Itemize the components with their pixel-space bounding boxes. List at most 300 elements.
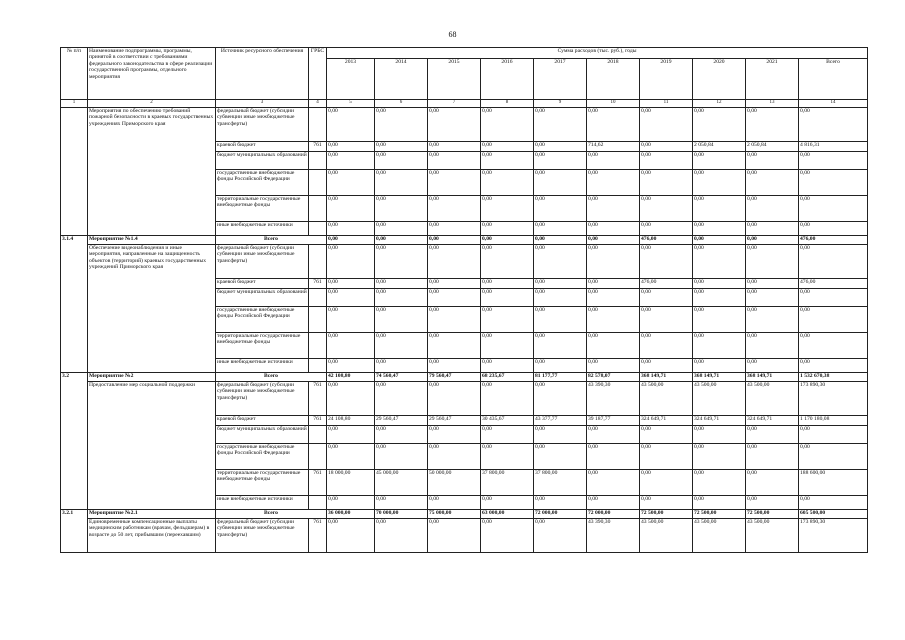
header-column-number: 2 [88,100,216,108]
cell-value: 0,00 [375,426,428,444]
row-subname: Обеспечение видеонаблюдения и иные мероприятия, направленные на защищенность объектов (территорий) краевых государственных учреждений Приморского края [88,245,216,373]
header-col-name: Наименование подпрограммы, программы, принятой в соответствии с требованиями федерального законодательства в сфере реализации государственной программы, отдельного мероприятия [88,48,216,100]
row-grbs: 761 [309,142,327,152]
row-grbs [309,426,327,444]
budget-body [61,108,868,553]
cell-value: 0,00 [534,333,587,359]
row-source: территориальные государственные внебюджетные фонды [216,196,309,222]
cell-value: 0,00 [746,289,799,307]
row-grbs: 761 [309,279,327,289]
cell-value: 0,00 [640,333,693,359]
header-year: 2013 [327,59,375,100]
cell-value: 0,00 [481,333,534,359]
cell-value: 0,00 [481,444,534,470]
cell-value: 0,00 [428,333,481,359]
header-column-number: 12 [693,100,746,108]
cell-value: 43 500,00 [640,382,693,416]
cell-value: 18 000,00 [327,470,375,496]
cell-value: 0,00 [375,359,428,373]
cell-value: 476,00 [799,279,868,289]
header-year: Всего [799,59,868,100]
cell-value: 0,00 [481,196,534,222]
cell-value: 0,00 [746,222,799,236]
header-column-number: 3 [216,100,309,108]
cell-value: 0,00 [693,289,746,307]
header-year: 2014 [375,59,428,100]
page-number: 68 [448,30,457,39]
row-total-label: Всего [216,510,327,519]
cell-value: 0,00 [587,426,640,444]
cell-value: 0,00 [534,108,587,142]
cell-value: 0,00 [746,279,799,289]
cell-value: 0,00 [799,108,868,142]
cell-value: 39 187,77 [587,416,640,426]
header-col-source: Источник ресурсного обеспечения [216,48,309,100]
cell-value: 0,00 [746,236,799,245]
cell-value: 0,00 [481,142,534,152]
row-source: краевой бюджет [216,142,309,152]
cell-value: 0,00 [799,307,868,333]
cell-value: 0,00 [799,152,868,170]
cell-value: 0,00 [587,289,640,307]
cell-value: 0,00 [327,333,375,359]
cell-value: 0,00 [481,382,534,416]
header-col-num: № п/п [61,48,88,100]
row-source: иные внебюджетные источники [216,222,309,236]
cell-value: 24 108,80 [327,416,375,426]
cell-value: 0,00 [693,245,746,279]
row-source: бюджет муниципальных образований [216,426,309,444]
cell-value: 37 800,00 [534,470,587,496]
cell-value: 0,00 [587,152,640,170]
cell-value: 368 149,71 [640,373,693,382]
cell-value: 0,00 [534,170,587,196]
cell-value: 0,00 [534,152,587,170]
cell-value: 0,00 [428,152,481,170]
cell-value: 81 177,77 [534,373,587,382]
row-grbs [309,196,327,222]
header-year: 2015 [428,59,481,100]
cell-value: 0,00 [693,496,746,510]
row-grbs [309,496,327,510]
cell-value: 0,00 [428,289,481,307]
header-column-number: 5 [327,100,375,108]
row-source: иные внебюджетные источники [216,496,309,510]
table-row [61,382,868,416]
cell-value: 0,00 [481,307,534,333]
cell-value: 476,00 [799,236,868,245]
cell-value: 0,00 [327,108,375,142]
cell-value: 0,00 [693,307,746,333]
cell-value: 0,00 [428,426,481,444]
cell-value: 0,00 [327,289,375,307]
cell-value: 0,00 [587,222,640,236]
header-column-number: 14 [799,100,868,108]
cell-value: 0,00 [799,359,868,373]
cell-value: 36 000,00 [327,510,375,519]
cell-value: 0,00 [428,108,481,142]
cell-value: 605 500,00 [799,510,868,519]
cell-value: 0,00 [746,108,799,142]
cell-value: 324 649,71 [746,416,799,426]
cell-value: 0,00 [534,307,587,333]
cell-value: 0,00 [534,289,587,307]
cell-value: 0,00 [746,426,799,444]
cell-value: 0,00 [587,108,640,142]
cell-value: 0,00 [746,444,799,470]
cell-value: 74 560,47 [375,373,428,382]
cell-value: 0,00 [799,333,868,359]
cell-value: 368 149,71 [693,373,746,382]
cell-value: 0,00 [799,222,868,236]
row-source: государственные внебюджетные фонды Российской Федерации [216,444,309,470]
cell-value: 0,00 [693,152,746,170]
cell-value: 0,00 [481,236,534,245]
row-source: федеральный бюджет (субсидии субвенции иные межбюджетные трансферты) [216,108,309,142]
cell-value: 0,00 [481,152,534,170]
cell-value: 0,00 [640,245,693,279]
cell-value: 0,00 [375,519,428,553]
header-column-number: 8 [481,100,534,108]
row-name: Мероприятие №1.4 [88,236,216,245]
cell-value: 0,00 [327,426,375,444]
cell-value: 0,00 [693,196,746,222]
row-grbs [309,245,327,279]
cell-value: 72 500,00 [640,510,693,519]
row-source: иные внебюджетные источники [216,359,309,373]
cell-value: 4 816,31 [799,142,868,152]
cell-value: 476,00 [640,279,693,289]
cell-value: 0,00 [587,359,640,373]
cell-value: 0,00 [746,152,799,170]
cell-value: 0,00 [746,170,799,196]
cell-value: 0,00 [534,426,587,444]
cell-value: 0,00 [746,470,799,496]
header-column-number: 6 [375,100,428,108]
cell-value: 82 578,07 [587,373,640,382]
cell-value: 0,00 [746,245,799,279]
cell-value: 0,00 [481,289,534,307]
row-grbs [309,289,327,307]
cell-value: 476,00 [640,236,693,245]
cell-value: 0,00 [587,236,640,245]
cell-value: 0,00 [640,170,693,196]
row-grbs [309,222,327,236]
cell-value: 0,00 [640,142,693,152]
header-year: 2017 [534,59,587,100]
row-source: территориальные государственные внебюджетные фонды [216,470,309,496]
cell-value: 0,00 [481,426,534,444]
cell-value: 0,00 [693,236,746,245]
cell-value: 0,00 [799,444,868,470]
header-col-grbs: ГРБС [309,48,327,100]
cell-value: 0,00 [693,333,746,359]
cell-value: 0,00 [534,382,587,416]
cell-value: 0,00 [375,108,428,142]
cell-value: 0,00 [746,496,799,510]
row-total-label: Всего [216,373,327,382]
cell-value: 368 149,71 [746,373,799,382]
table-row-total [61,373,868,382]
cell-value: 0,00 [327,152,375,170]
cell-value: 43 500,00 [746,382,799,416]
header-column-number: 11 [640,100,693,108]
cell-value: 0,00 [799,196,868,222]
cell-value: 43 500,00 [640,519,693,553]
cell-value: 63 000,00 [481,510,534,519]
row-source: государственные внебюджетные фонды Российской Федерации [216,307,309,333]
row-total-label: Всего [216,236,327,245]
cell-value: 0,00 [534,142,587,152]
row-source: бюджет муниципальных образований [216,289,309,307]
cell-value: 0,00 [799,496,868,510]
table-row-total [61,236,868,245]
cell-value: 1 532 670,38 [799,373,868,382]
cell-value: 0,00 [428,245,481,279]
row-code [61,108,88,236]
cell-value: 0,00 [375,236,428,245]
row-subname: Единовременные компенсационные выплаты медицинским работникам (врачам, фельдшерам) в возрасте до 50 лет, прибывшим (переехавшим) [88,519,216,553]
cell-value: 0,00 [693,444,746,470]
row-subname: Предоставление мер социальной поддержки [88,382,216,510]
cell-value: 0,00 [428,519,481,553]
row-grbs: 761 [309,519,327,553]
row-name: Мероприятие №2 [88,373,216,382]
budget-table [60,47,868,553]
cell-value: 42 108,80 [327,373,375,382]
cell-value: 0,00 [534,279,587,289]
row-grbs: 761 [309,470,327,496]
cell-value: 0,00 [327,236,375,245]
cell-value: 0,00 [640,222,693,236]
cell-value: 0,00 [428,307,481,333]
row-grbs [309,444,327,470]
row-source: государственные внебюджетные фонды Российской Федерации [216,170,309,196]
cell-value: 0,00 [587,196,640,222]
cell-value: 0,00 [587,444,640,470]
cell-value: 0,00 [640,108,693,142]
cell-value: 0,00 [327,245,375,279]
cell-value: 0,00 [375,170,428,196]
cell-value: 0,00 [799,245,868,279]
header-column-number: 10 [587,100,640,108]
cell-value: 37 800,00 [481,470,534,496]
cell-value: 0,00 [327,279,375,289]
cell-value: 72 000,00 [534,510,587,519]
header-column-number: 13 [746,100,799,108]
row-source: федеральный бюджет (субсидии субвенции иные межбюджетные трансферты) [216,245,309,279]
cell-value: 72 000,00 [587,510,640,519]
cell-value: 0,00 [375,382,428,416]
cell-value: 0,00 [693,279,746,289]
cell-value: 0,00 [375,152,428,170]
cell-value: 79 560,47 [428,373,481,382]
cell-value: 0,00 [693,359,746,373]
cell-value: 29 560,47 [375,416,428,426]
cell-value: 0,00 [375,496,428,510]
cell-value: 0,00 [375,142,428,152]
cell-value: 43 500,00 [746,519,799,553]
row-grbs [309,108,327,142]
header-year: 2016 [481,59,534,100]
cell-value: 1 170 180,08 [799,416,868,426]
cell-value: 50 000,00 [428,470,481,496]
cell-value: 0,00 [799,426,868,444]
cell-value: 0,00 [428,444,481,470]
row-grbs [309,333,327,359]
cell-value: 0,00 [799,289,868,307]
cell-value: 2 050,84 [693,142,746,152]
cell-value: 0,00 [746,196,799,222]
cell-value: 0,00 [428,170,481,196]
cell-value: 0,00 [640,359,693,373]
cell-value: 72 500,00 [746,510,799,519]
cell-value: 0,00 [640,470,693,496]
cell-value: 0,00 [587,245,640,279]
cell-value: 0,00 [693,108,746,142]
cell-value: 0,00 [428,279,481,289]
cell-value: 0,00 [587,307,640,333]
cell-value: 43 390,30 [587,519,640,553]
cell-value: 0,00 [640,152,693,170]
cell-value: 0,00 [375,222,428,236]
cell-value: 0,00 [327,519,375,553]
cell-value: 0,00 [587,470,640,496]
cell-value: 0,00 [428,496,481,510]
cell-value: 0,00 [481,170,534,196]
header-numbers-row [61,100,868,108]
cell-value: 0,00 [327,170,375,196]
cell-value: 0,00 [693,470,746,496]
cell-value: 0,00 [375,307,428,333]
cell-value: 0,00 [428,196,481,222]
table-row [61,519,868,553]
row-name: Мероприятия по обеспечению требований пожарной безопасности в краевых государственных учреждениях Приморского края [88,108,216,236]
cell-value: 0,00 [327,196,375,222]
cell-value: 75 000,00 [428,510,481,519]
row-grbs [309,152,327,170]
cell-value: 72 500,00 [693,510,746,519]
table-row [61,245,868,279]
row-source: бюджет муниципальных образований [216,152,309,170]
header-year: 2019 [640,59,693,100]
cell-value: 0,00 [746,333,799,359]
cell-value: 0,00 [375,196,428,222]
row-code: 3.2 [61,373,88,510]
cell-value: 0,00 [375,279,428,289]
cell-value: 0,00 [481,108,534,142]
cell-value: 0,00 [375,444,428,470]
cell-value: 0,00 [428,236,481,245]
cell-value: 0,00 [693,426,746,444]
cell-value: 0,00 [327,444,375,470]
cell-value: 0,00 [534,496,587,510]
cell-value: 0,00 [640,426,693,444]
cell-value: 0,00 [481,359,534,373]
cell-value: 30 435,67 [481,416,534,426]
cell-value: 0,00 [534,236,587,245]
cell-value: 0,00 [534,519,587,553]
row-grbs: 761 [309,416,327,426]
row-code: 3.2.1 [61,510,88,553]
row-grbs [309,359,327,373]
cell-value: 0,00 [327,307,375,333]
cell-value: 0,00 [327,496,375,510]
cell-value: 0,00 [587,496,640,510]
header-column-number: 7 [428,100,481,108]
cell-value: 0,00 [375,333,428,359]
cell-value: 0,00 [428,222,481,236]
cell-value: 2 050,84 [746,142,799,152]
cell-value: 0,00 [481,519,534,553]
cell-value: 173 890,30 [799,519,868,553]
header-column-number: 4 [309,100,327,108]
cell-value: 0,00 [587,333,640,359]
cell-value: 0,00 [375,245,428,279]
cell-value: 0,00 [693,222,746,236]
cell-value: 0,00 [640,307,693,333]
cell-value: 0,00 [327,359,375,373]
cell-value: 43 390,30 [587,382,640,416]
cell-value: 0,00 [799,170,868,196]
row-grbs [309,307,327,333]
row-source: федеральный бюджет (субсидии субвенции иные межбюджетные трансферты) [216,382,309,416]
cell-value: 0,00 [327,222,375,236]
cell-value: 0,00 [746,307,799,333]
row-name: Мероприятие №2.1 [88,510,216,519]
row-grbs [309,170,327,196]
cell-value: 43 500,00 [693,519,746,553]
cell-value: 0,00 [640,444,693,470]
cell-value: 0,00 [640,196,693,222]
header-year: 2020 [693,59,746,100]
cell-value: 0,00 [481,222,534,236]
cell-value: 0,00 [640,496,693,510]
cell-value: 45 000,00 [375,470,428,496]
header-col-sum: Сумма расходов (тыс. руб.), годы [327,48,868,59]
cell-value: 0,00 [640,289,693,307]
cell-value: 324 649,71 [693,416,746,426]
header-year: 2018 [587,59,640,100]
cell-value: 68 235,67 [481,373,534,382]
cell-value: 0,00 [428,142,481,152]
cell-value: 70 000,00 [375,510,428,519]
table-row [61,108,868,142]
cell-value: 714,62 [587,142,640,152]
cell-value: 43 377,77 [534,416,587,426]
cell-value: 0,00 [481,279,534,289]
row-source: федеральный бюджет (субсидии субвенции иные межбюджетные трансферты) [216,519,309,553]
cell-value: 324 649,71 [640,416,693,426]
cell-value: 0,00 [534,444,587,470]
row-source: краевой бюджет [216,279,309,289]
row-code: 3.1.4 [61,236,88,373]
cell-value: 0,00 [327,382,375,416]
cell-value: 0,00 [428,382,481,416]
row-source: территориальные государственные внебюджетные фонды [216,333,309,359]
cell-value: 0,00 [428,359,481,373]
cell-value: 0,00 [481,496,534,510]
cell-value: 0,00 [534,245,587,279]
cell-value: 0,00 [534,359,587,373]
cell-value: 29 560,47 [428,416,481,426]
cell-value: 0,00 [534,222,587,236]
header-column-number: 9 [534,100,587,108]
cell-value: 0,00 [481,245,534,279]
row-grbs: 761 [309,382,327,416]
cell-value: 43 500,00 [693,382,746,416]
cell-value: 0,00 [746,359,799,373]
